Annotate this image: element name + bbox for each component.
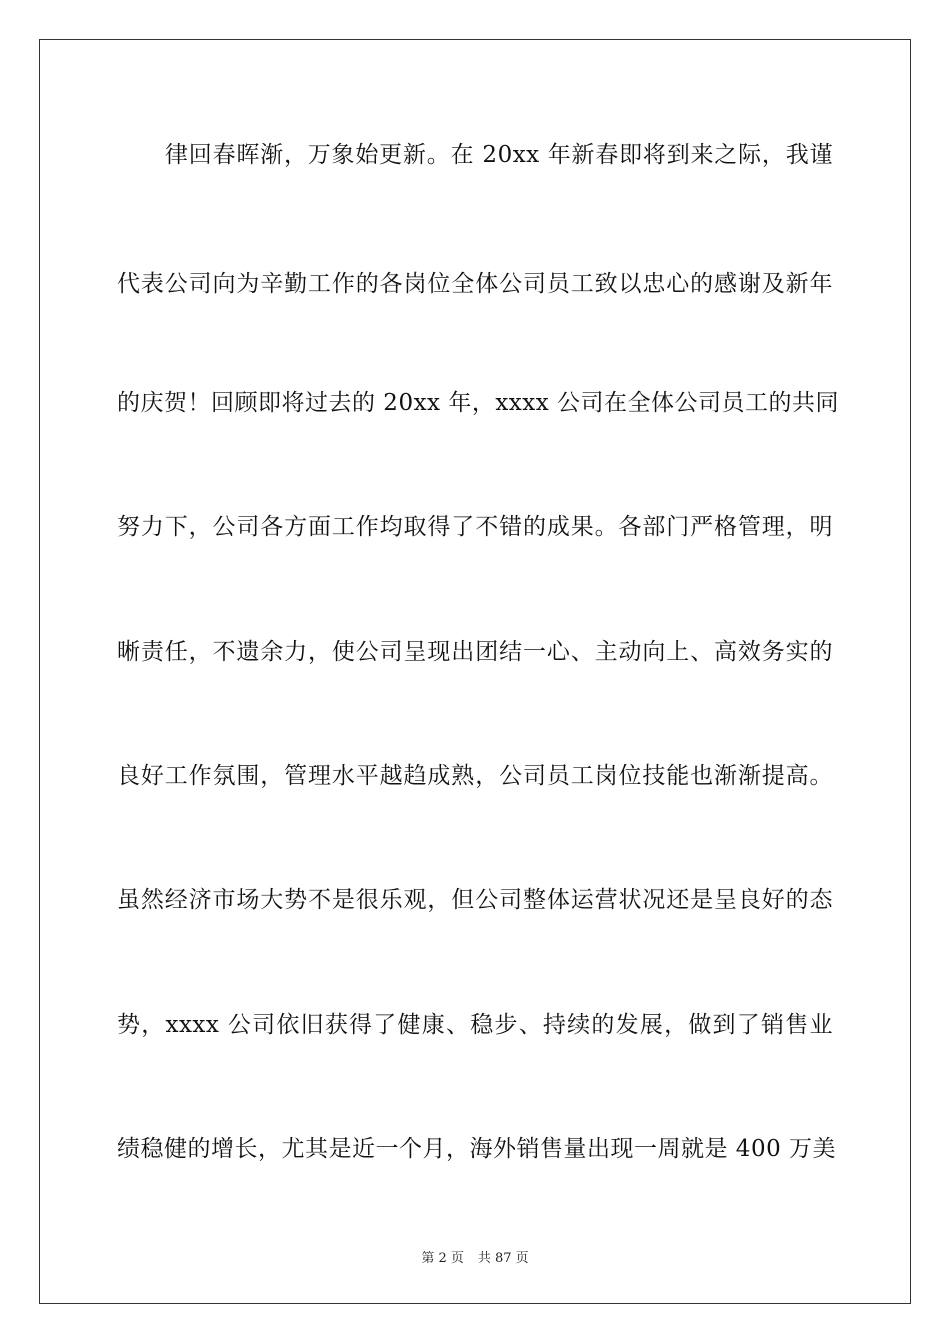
paragraph-line-2: 代表公司向为辛勤工作的各岗位全体公司员工致以忠心的感谢及新年 (117, 271, 833, 297)
paragraph-line-4: 努力下，公司各方面工作均取得了不错的成果。各部门严格管理，明 (117, 514, 833, 540)
page-total: 共 87 页 (477, 1251, 529, 1266)
paragraph-line-5: 晰责任，不遗余力，使公司呈现出团结一心、主动向上、高效务实的 (117, 639, 833, 665)
paragraph-line-7: 虽然经济市场大势不是很乐观，但公司整体运营状况还是呈良好的态 (117, 887, 833, 913)
paragraph-line-1: 律回春晖渐，万象始更新。在 20xx 年新春即将到来之际，我谨 (165, 142, 833, 168)
page-footer (0, 1247, 950, 1266)
paragraph-line-8: 势，xxxx 公司依旧获得了健康、稳步、持续的发展，做到了销售业 (117, 1012, 833, 1038)
page-number: 第 2 页 (421, 1251, 464, 1266)
page-frame (39, 39, 911, 1304)
paragraph-line-9: 绩稳健的增长，尤其是近一个月，海外销售量出现一周就是 400 万美 (117, 1136, 837, 1162)
paragraph-line-3: 的庆贺！回顾即将过去的 20xx 年，xxxx 公司在全体公司员工的共同 (117, 390, 840, 416)
paragraph-line-6: 良好工作氛围，管理水平越趋成熟，公司员工岗位技能也渐渐提高。 (117, 763, 833, 789)
